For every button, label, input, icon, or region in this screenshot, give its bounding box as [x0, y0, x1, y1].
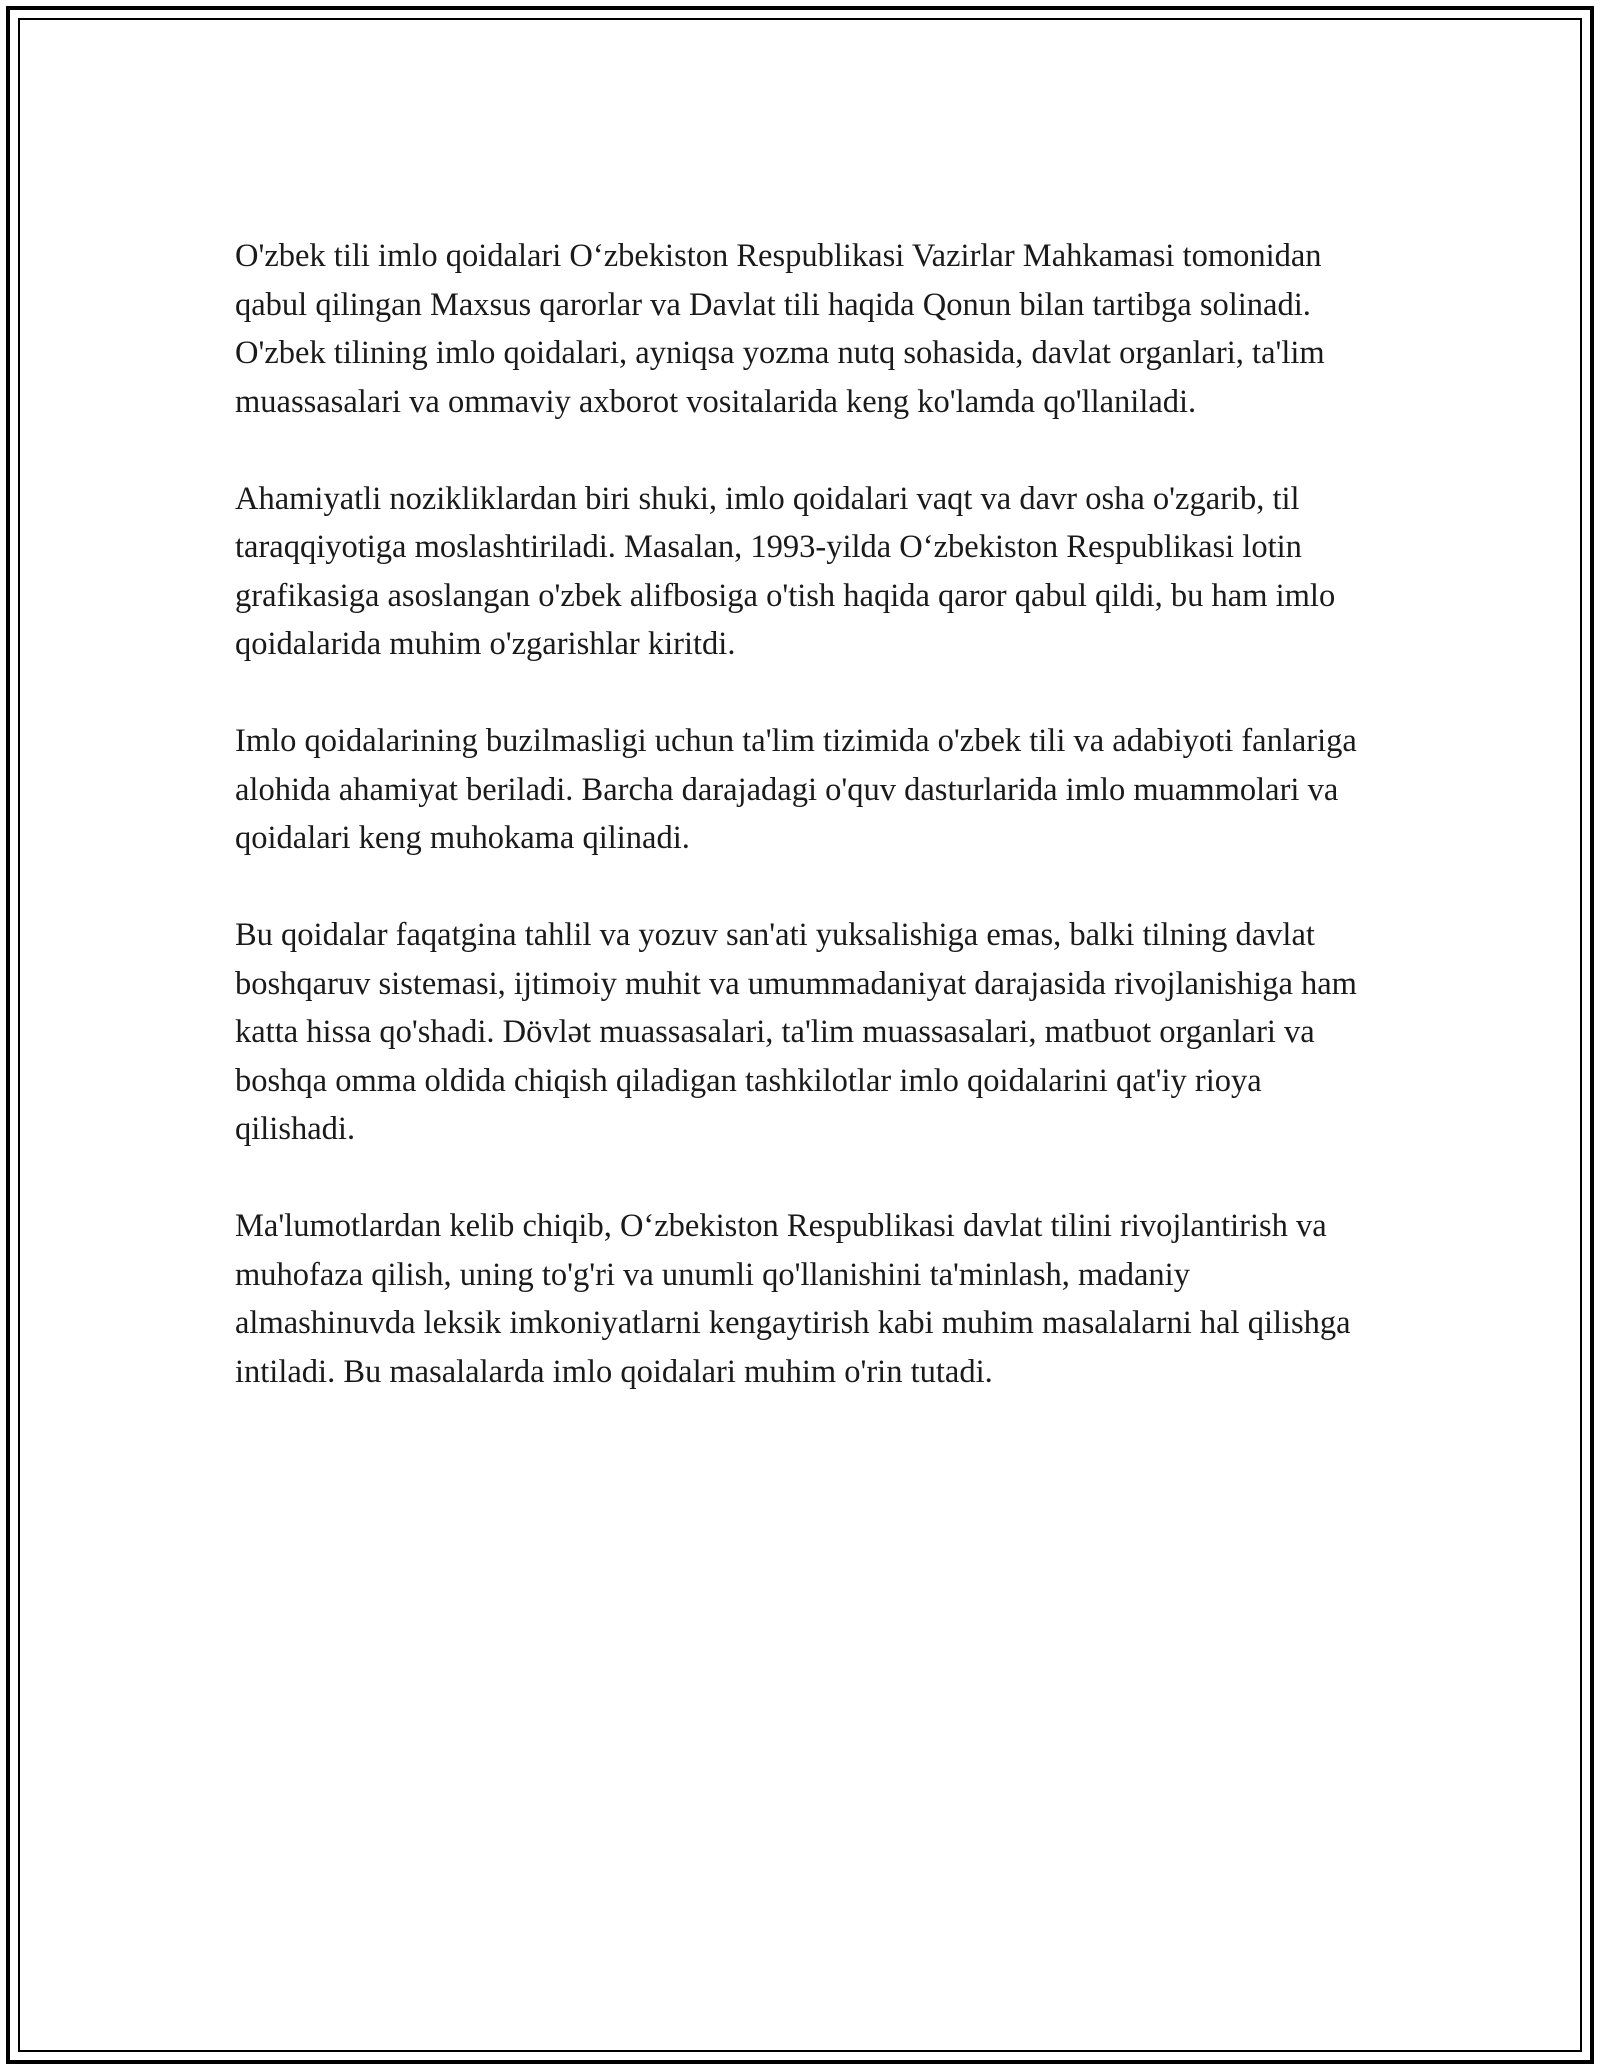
paragraph-5: Ma'lumotlardan kelib chiqib, Oʻzbekiston Respublikasi davlat tilini rivojlantirish va muhofaza qilish, uning to'g'ri va unumli qo'llanishini ta'minlash, madaniy almashinuvda leksik imkoniyatlarni kengaytirish kabi muhim masalalarni hal qilishga intiladi. Bu masalalarda imlo qoidalari muhim o'rin tutadi.	[235, 1208, 1351, 1390]
paragraph-3: Imlo qoidalarining buzilmasligi uchun ta'lim tizimida o'zbek tili va adabiyoti fanlariga alohida ahamiyat beriladi. Barcha darajadagi o'quv dasturlarida imlo muammolari va qoidalari keng muhokama qilinadi.	[235, 723, 1357, 856]
paragraph-2: Ahamiyatli nozikliklardan biri shuki, imlo qoidalari vaqt va davr osha o'zgarib, til taraqqiyotiga moslashtiriladi. Masalan, 1993-yilda Oʻzbekiston Respublikasi lotin grafikasiga asoslangan o'zbek alifbosiga o'tish haqida qaror qabul qildi, bu ham imlo qoidalarida muhim o'zgarishlar kiritdi.	[235, 480, 1336, 662]
document-body	[235, 232, 1375, 1445]
paragraph-4: Bu qoidalar faqatgina tahlil va yozuv san'ati yuksalishiga emas, balki tilning davlat boshqaruv sistemasi, ijtimoiy muhit va umummadaniyat darajasida rivojlanishiga ham katta hissa qo'shadi. Dövlət muassasalari, ta'lim muassasalari, matbuot organlari va boshqa omma oldida chiqish qiladigan tashkilotlar imlo qoidalarini qat'iy rioya qilishadi.	[235, 917, 1357, 1147]
paragraph-1: O'zbek tili imlo qoidalari Oʻzbekiston Respublikasi Vazirlar Mahkamasi tomonidan qabul qilingan Maxsus qarorlar va Davlat tili haqida Qonun bilan tartibga solinadi. O'zbek tilining imlo qoidalari, ayniqsa yozma nutq sohasida, davlat organlari, ta'lim muassasalari va ommaviy axborot vositalarida keng ko'lamda qo'llaniladi.	[235, 238, 1325, 420]
